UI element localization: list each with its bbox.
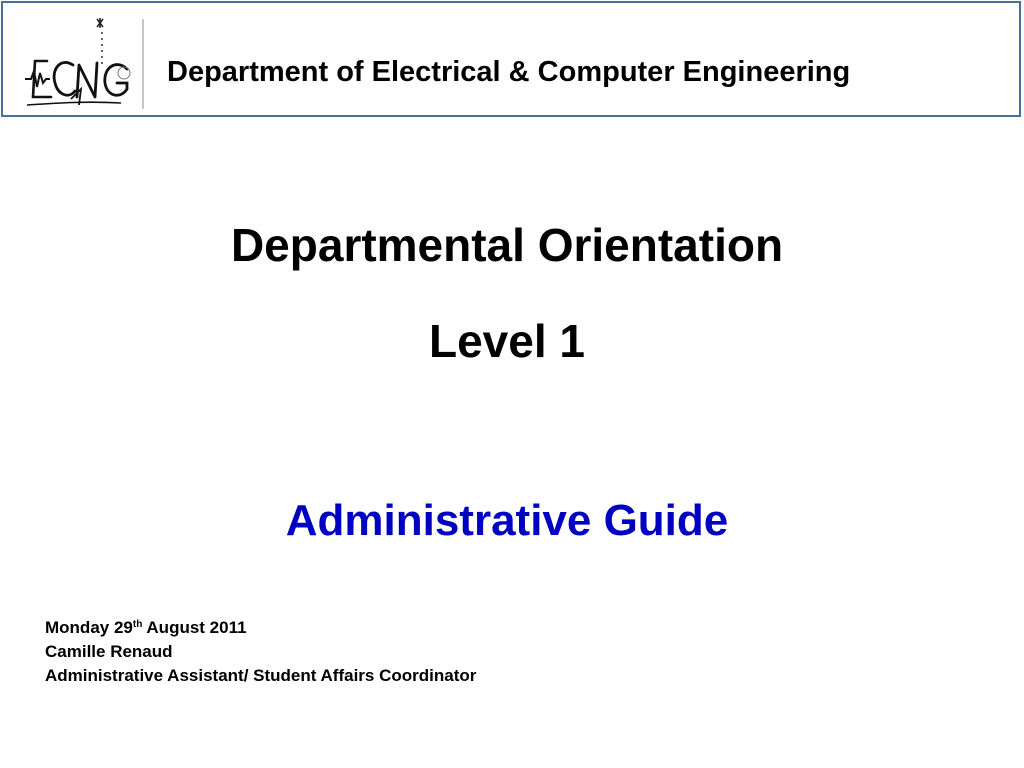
ecng-logo-icon [17,17,145,109]
level-title: Level 1 [429,315,585,367]
presenter-info [45,616,476,688]
date-superscript: th [132,619,143,630]
guide-subtitle: Administrative Guide [285,496,729,545]
date-prefix: Monday 29 [45,618,133,637]
presenter-role: Administrative Assistant/ Student Affairs Coordinator [45,666,477,685]
header-banner [1,1,1021,117]
orientation-title: Departmental Orientation [230,219,784,271]
department-title: Department of Electrical & Computer Engineering [167,56,851,88]
date-suffix: August 2011 [142,618,247,637]
presenter-name: Camille Renaud [45,642,173,661]
presentation-date [45,616,476,640]
